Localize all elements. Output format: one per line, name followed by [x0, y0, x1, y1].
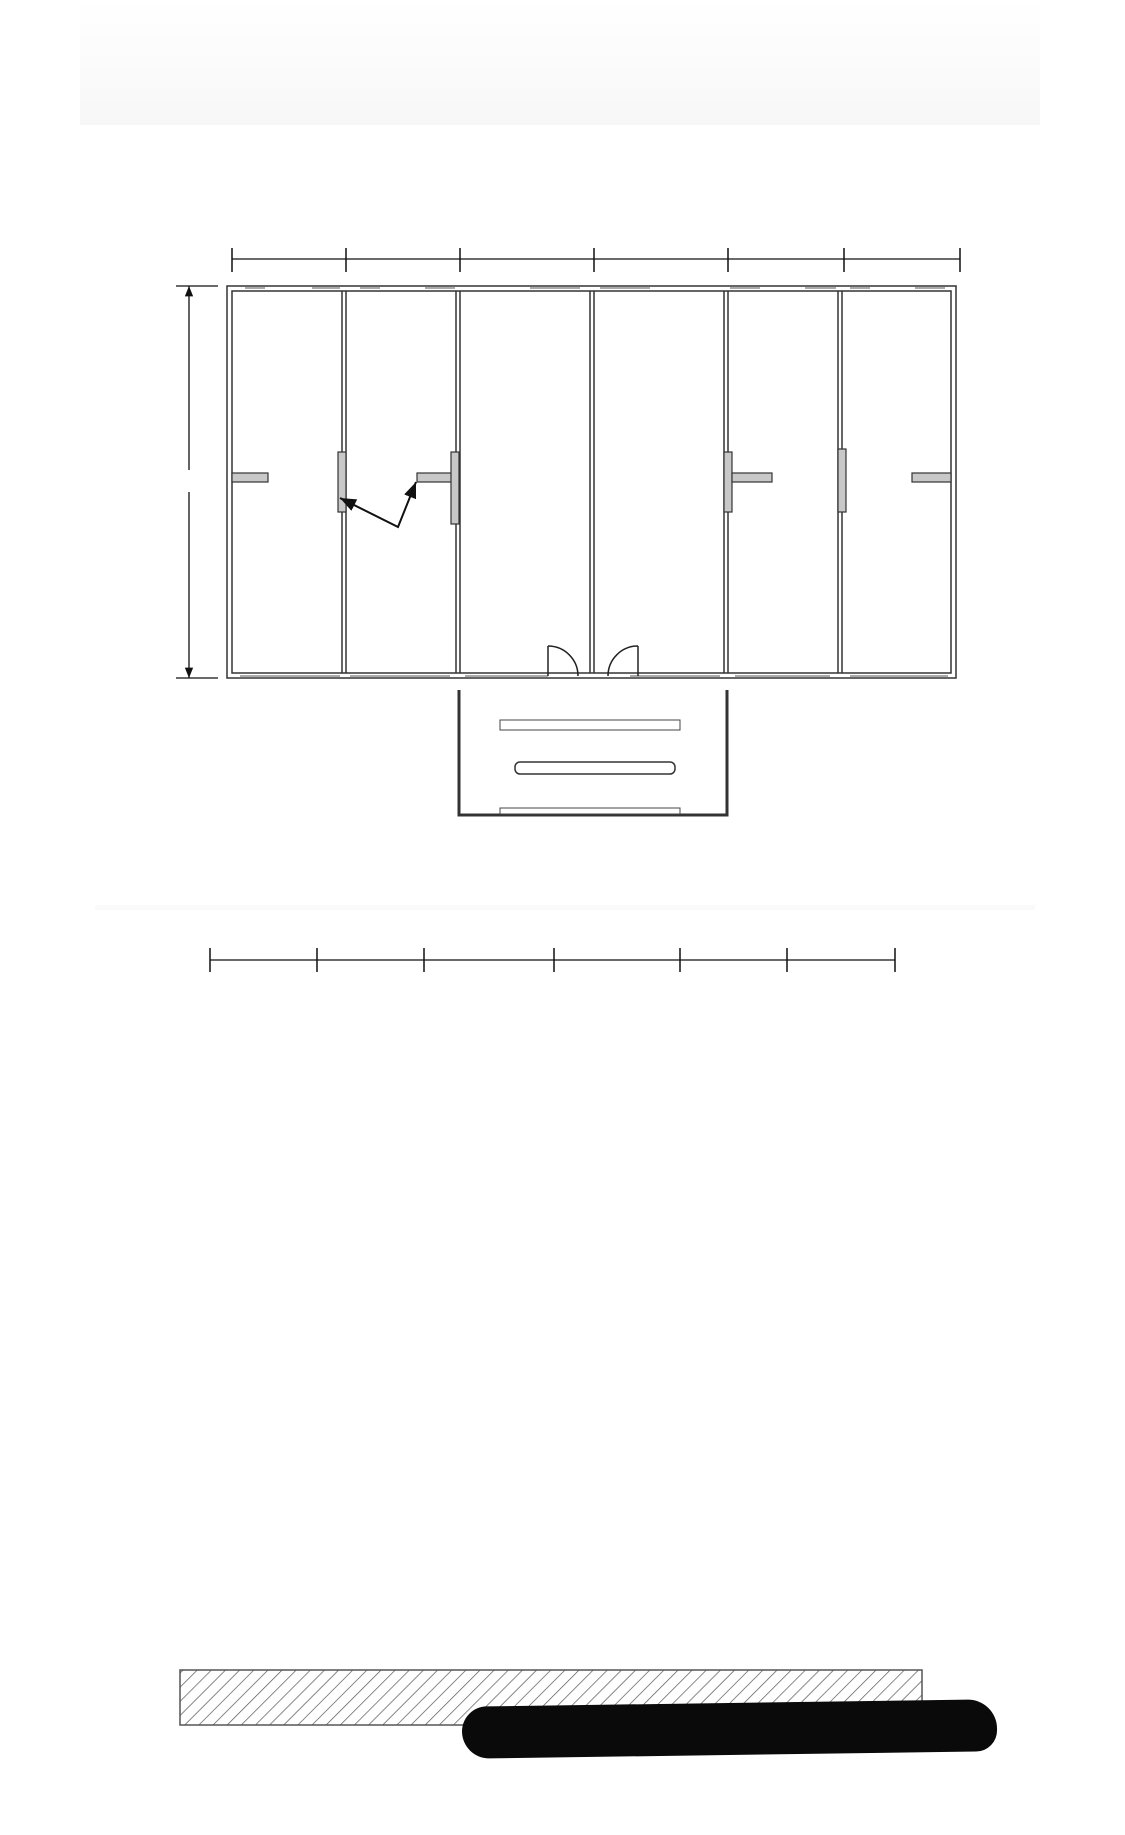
figure2-elevation — [95, 905, 1035, 1725]
redaction-mark — [462, 1699, 998, 1758]
figure1-dimension-line — [232, 248, 960, 272]
figure1-plan — [162, 248, 960, 815]
stair-enclosure — [459, 690, 727, 815]
figure2-dimension-line — [210, 948, 895, 972]
figure1-walls — [227, 286, 956, 678]
